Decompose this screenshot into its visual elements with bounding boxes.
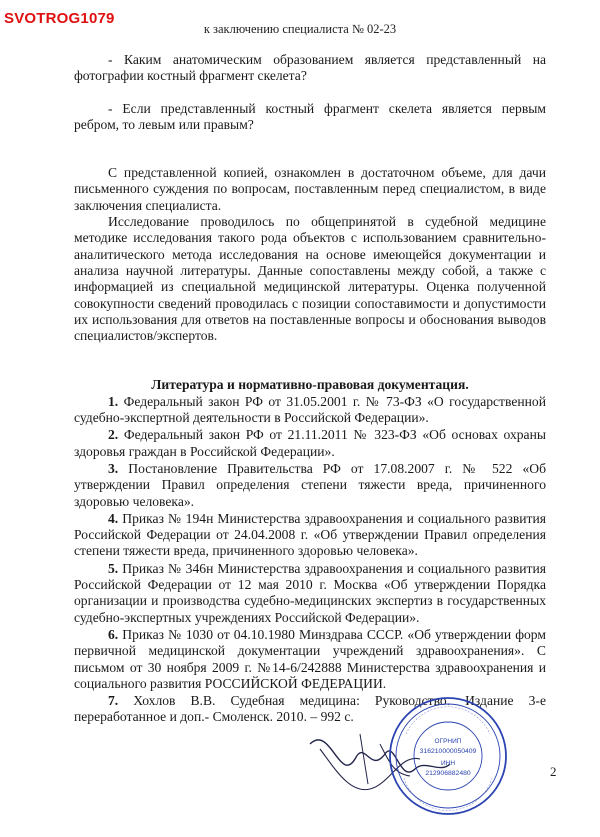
literature-item-number: 3. [108,460,119,476]
stamp-ogrn-number: 316210000050409 [419,748,477,755]
stamp-inn-label: ИНН [440,760,456,767]
literature-item-text: Приказ № 194н Министерства здравоохранения и социального развития Российской Федерации от 24.04.2008 г. «Об утверждении Правил определения степени тяжести вреда, причиненного здоровью человека». [74,510,546,559]
literature-item [74,427,546,460]
document-header: к заключению специалиста № 02-23 [203,22,397,36]
watermark-label: SVOTROG1079 [4,10,115,27]
literature-item [74,627,546,692]
stamp-seal [386,694,510,818]
literature-item-text: Приказ № 346н Министерства здравоохранения и социального развития Российской Федерации от 12 мая 2010 г. Москва «Об утверждении Порядка организации и производства судебно-медицинских экспертиз в государственных судебно-экспертных учреждениях Российской Федерации». [74,560,546,625]
literature-item-text: Хохлов В.В. Судебная медицина: Руководство. Издание 3-е переработанное и доп.- Смоленск. 2010. – 992 с. [74,693,546,725]
paragraph-methodology: Исследование проводилось по общепринятой в судебной медицине методике исследования такого рода объектов с использованием сравнительно-аналитического метода исследования на основе имеющейся документации и анализа научной литературы. Данные сопоставлены между собой, а также с информацией из специальной медицинской литературы. Оценка полученной совокупности сведений проводилась с позиции сопоставимости и допустимости их использования для ответов на поставленные вопросы и обоснования выводов специалистов/экспертов. [74,214,546,344]
literature-item-number: 5. [108,560,119,576]
stamp-inn-number: 212906882480 [425,770,471,777]
literature-item-number: 7. [108,693,119,709]
question-1: - Каким анатомическим образованием является представленный на фотографии костный фрагмент скелета? [74,52,546,84]
literature-item-number: 2. [108,427,119,443]
literature-item-number: 1. [108,393,119,409]
literature-item-text: Постановление Правительства РФ от 17.08.2007 г. № 522 «Об утверждении Правил определения степени тяжести вреда, причиненного здоровью человека». [74,460,546,509]
paragraph-acquaintance: С представленной копией, ознакомлен в достаточном объеме, для дачи письменного суждения по вопросам, поставленным перед специалистом, в виде заключения специалиста. [74,165,546,213]
literature-item [74,511,546,560]
document-body [74,52,546,726]
literature-item-number: 6. [108,626,119,642]
literature-item-text: Приказ № 1030 от 04.10.1980 Минздрава СССР. «Об утверждении форм первичной медицинской документации учреждений здравоохранения». С письмом от 30 ноября 2009 г. №14-6/242888 Министерства здравоохранения и социального развития РОССИЙСКОЙ ФЕДЕРАЦИИ. [74,626,546,691]
literature-item-text: Федеральный закон РФ от 31.05.2001 г. № 73-ФЗ «О государственной судебно-экспертной деятельности в Российской Федерации». [74,393,546,426]
page-number: 2 [550,764,557,779]
literature-item [74,394,546,427]
question-2: - Если представленный костный фрагмент скелета является первым ребром, то левым или правым? [74,100,546,132]
literature-section [74,377,546,725]
literature-item-number: 4. [108,510,119,526]
literature-item [74,461,546,510]
literature-item [74,561,546,626]
stamp-ogrn-label: ОГРНИП [434,738,462,745]
literature-title: Литература и нормативно-правовая документация. [151,377,469,393]
literature-item-text: Федеральный закон РФ от 21.11.2011 № 323-ФЗ «Об основах охраны здоровья граждан в Российской Федерации». [74,427,546,459]
